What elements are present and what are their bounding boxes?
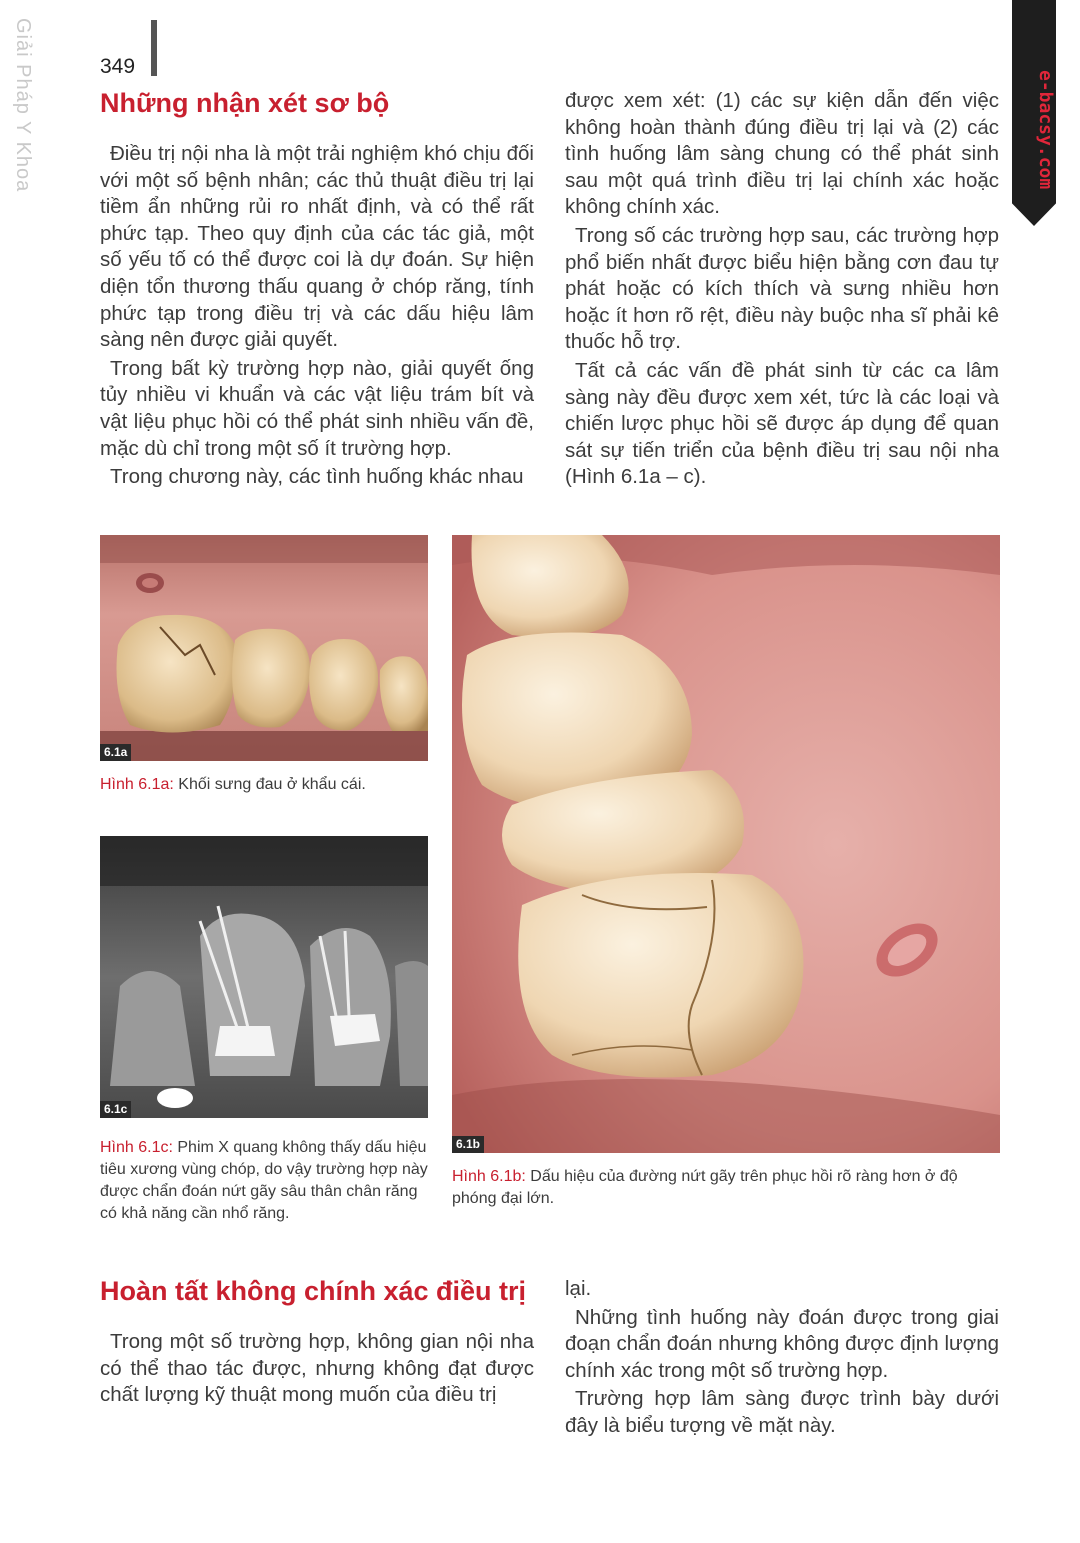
- caption-text: Khối sưng đau ở khẩu cái.: [173, 776, 366, 793]
- caption-text: Dấu hiệu của đường nứt gãy trên phục hồi rõ ràng hơn ở độ phóng đại lớn.: [452, 1168, 958, 1207]
- paragraph: Điều trị nội nha là một trải nghiệm khó chịu đối với một số bệnh nhân; các thủ thuật điều trị lại tiềm ẩn những rủi ro nhất định, và có thể rất phức tạp. Theo quy định của các tác giả, một số yếu tố có thể được coi là dự đoán. Sự hiện diện tổn thương thấu quang ở chóp răng, tính phức tạp trong điều trị và các dấu hiệu lâm sàng nên được giải quyết.: [100, 142, 534, 352]
- book-title-vertical: Giải Pháp Y Khoa: [12, 18, 34, 193]
- paragraph: Trong số các trường hợp sau, các trường hợp phổ biến nhất được biểu hiện bằng cơn đau tự phát hoặc có kích thích và sưng nhiều hơn hoặc ít hơn rõ rệt, điều này buộc nha sĩ phải kê thuốc hỗ trợ.: [565, 223, 999, 354]
- paragraph: Trong một số trường hợp, không gian nội nha có thể thao tác được, nhưng không đạt được chất lượng kỹ thuật mong muốn của điều trị: [100, 1330, 534, 1407]
- page-number-bar: [151, 20, 157, 76]
- section1-right-column: [565, 88, 999, 491]
- page-number: 349: [100, 55, 136, 78]
- paragraph: Trường hợp lâm sàng được trình bày dưới đây là biểu tượng về mặt này.: [565, 1387, 999, 1437]
- figure-6-1c-xray: [100, 836, 428, 1118]
- paragraph: Những tình huống này đoán được trong giai đoạn chẩn đoán nhưng không được định lượng chính xác trong một số trường hợp.: [565, 1305, 999, 1382]
- figure-tag: 6.1a: [100, 744, 131, 761]
- caption-label: Hình 6.1c:: [100, 1139, 173, 1156]
- section1-left-column: [100, 86, 534, 491]
- section2-right-column: [565, 1276, 999, 1440]
- caption-label: Hình 6.1b:: [452, 1168, 526, 1185]
- section1-heading: Những nhận xét sơ bộ: [100, 88, 390, 118]
- section2-heading: Hoàn tất không chính xác điều trị: [100, 1276, 527, 1306]
- paragraph: Trong bất kỳ trường hợp nào, giải quyết ống tủy nhiều vi khuẩn và các vật liệu trám bít và vật liệu phục hồi có thể phát sinh nhiều vấn đề, mặc dù chỉ trong một số ít trường hợp.: [100, 356, 534, 460]
- cracked-restoration-image: [452, 535, 1000, 1153]
- figure-6-1a-caption: [100, 774, 430, 796]
- figure-6-1b-photo: [452, 535, 1000, 1153]
- caption-text: Phim X quang không thấy dấu hiệu tiêu xương vùng chóp, do vậy trường hợp này được chẩn đoán nứt gãy sâu thân chân răng có khả năng cần nhổ răng.: [100, 1139, 428, 1222]
- figure-6-1a-photo: [100, 535, 428, 761]
- paragraph: được xem xét: (1) các sự kiện dẫn đến việc không hoàn thành đúng điều trị lại và (2) các tình huống lâm sàng chung có thể phát sinh sau một quá trình điều trị lại chính xác hoặc không chính xác.: [565, 89, 999, 219]
- section2-left-column: [100, 1274, 534, 1409]
- palatal-swelling-image: [100, 535, 428, 761]
- periapical-radiograph-image: [100, 836, 428, 1118]
- brand-logo-text: e-bacsy.com: [1035, 70, 1056, 190]
- paragraph: Tất cả các vấn đề phát sinh từ các ca lâm sàng này đều được xem xét, tức là các loại và chiến lược phục hồi sẽ được áp dụng để quan sát sự tiến triển của bệnh điều trị sau nội nha (Hình 6.1a – c).: [565, 358, 999, 489]
- paragraph: Trong chương này, các tình huống khác nhau: [110, 465, 524, 489]
- figure-6-1b-caption: [452, 1166, 1002, 1210]
- figure-6-1c-caption: [100, 1137, 432, 1225]
- paragraph: lại.: [565, 1277, 592, 1300]
- figure-tag: 6.1b: [452, 1136, 484, 1153]
- caption-label: Hình 6.1a:: [100, 776, 174, 793]
- figure-tag: 6.1c: [100, 1101, 131, 1118]
